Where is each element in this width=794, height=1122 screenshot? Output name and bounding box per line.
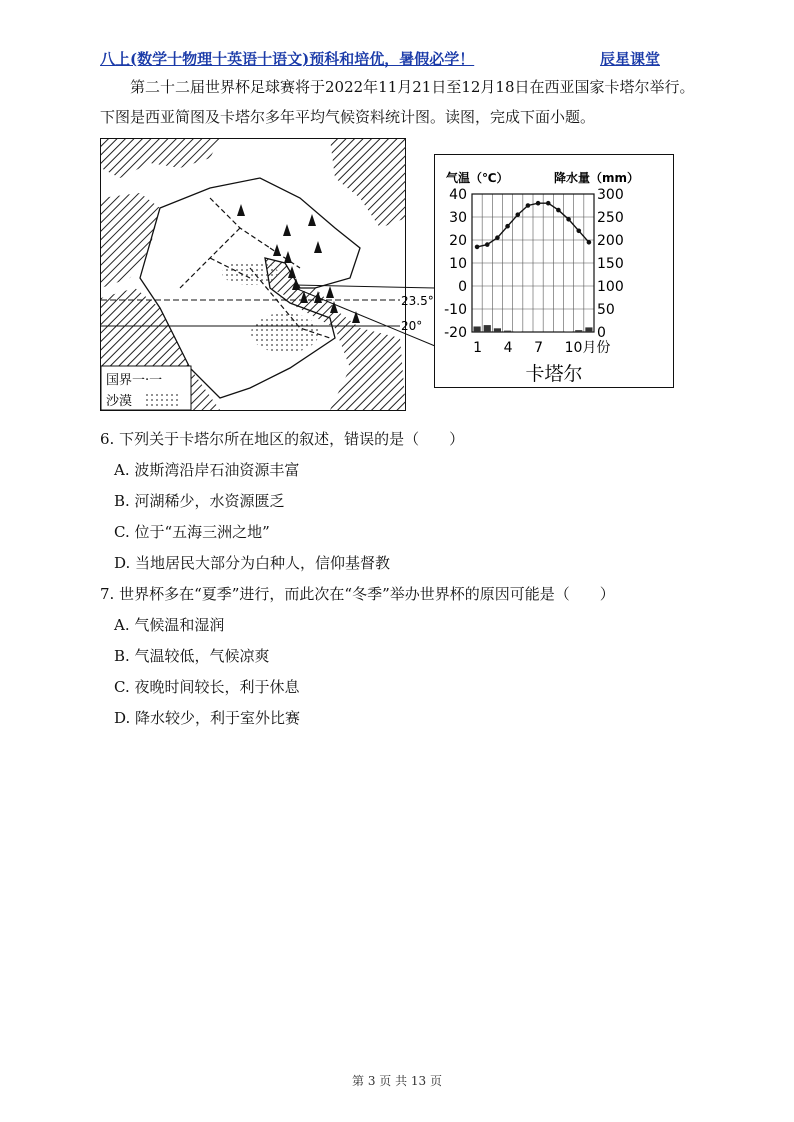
temperature-point [515,212,520,217]
question-6 [100,424,700,579]
option: A. 波斯湾沿岸石油资源丰富 [114,461,300,479]
chart-frame [435,155,674,388]
temperature-point [556,208,561,213]
option: C. 夜晚时间较长，利于休息 [114,678,300,696]
x-tick: 1 [473,340,483,356]
temperature-point [576,229,581,234]
y-left-tick: 10 [449,256,467,272]
temperature-point [505,224,510,229]
precip-bar [575,330,582,332]
y-left-label: 气温（℃） [446,171,509,185]
y-right-tick: 0 [597,325,606,341]
y-left-tick: 20 [449,233,467,249]
x-tick: 10月份 [564,340,611,356]
x-tick: 4 [503,340,513,356]
y-left-tick: 40 [449,187,467,203]
legend-desert-swatch [146,394,180,406]
y-left-tick: 30 [449,210,467,226]
intro-paragraph: 第二十二届世界杯足球赛将于2022年11月21日至12月18日在西亚国家卡塔尔举行。下图是西亚简图及卡塔尔多年平均气候资料统计图。读图，完成下面小题。 [100,78,695,126]
precip-bar [585,327,592,332]
option: B. 气温较低，气候凉爽 [114,647,270,665]
temperature-point [546,201,551,206]
y-left-tick: -10 [444,302,467,318]
desert-north [222,261,278,285]
precip-bar [484,325,491,332]
temperature-point [485,242,490,247]
y-right-tick: 150 [597,256,624,272]
y-right-tick: 250 [597,210,624,226]
temperature-point [536,201,541,206]
option: D. 降水较少，利于室外比赛 [114,709,301,727]
header-right: 辰星课堂 [599,50,660,68]
temperature-point [526,203,531,208]
precip-bar [494,328,501,332]
precip-bar [504,331,511,332]
y-right-label: 降水量（mm） [554,171,640,185]
y-right-tick: 50 [597,302,615,318]
y-right-tick: 300 [597,187,624,203]
temperature-point [495,235,500,240]
temperature-point [566,217,571,222]
header-left: 八上(数学十物理十英语十语文)预科和培优，暑假必学！ [100,50,475,68]
y-right-tick: 100 [597,279,624,295]
option: C. 位于“五海三洲之地” [114,523,270,541]
y-left-tick: -20 [444,325,467,341]
x-tick: 7 [534,340,544,356]
y-left-tick: 0 [458,279,467,295]
precip-bar [474,326,481,332]
question-stem: 7. 世界杯多在“夏季”进行，而此次在“冬季”举办世界杯的原因可能是（ ） [100,585,615,603]
desert-south [251,313,319,353]
option: B. 河湖稀少，水资源匮乏 [114,492,285,510]
chart-title: 卡塔尔 [525,363,583,385]
y-right-tick: 200 [597,233,624,249]
qatar-climate-chart [434,154,674,388]
question-stem: 6. 下列关于卡塔尔所在地区的叙述，错误的是（ ） [100,430,465,448]
legend-border: 国界一·一 [106,373,163,388]
page-header [100,48,660,69]
legend-desert: 沙漠 [106,394,133,409]
temperature-point [475,245,480,250]
page-footer: 第 3 页 共 13 页 [352,1074,442,1088]
question-7 [100,579,700,734]
lat2-label: 20° [401,319,423,333]
questions-section [100,424,700,734]
option: D. 当地居民大部分为白种人，信仰基督教 [114,554,391,572]
temperature-point [587,240,592,245]
west-asia-map [100,138,434,411]
lat1-label: 23.5° [401,294,434,308]
option: A. 气候温和湿润 [114,616,225,634]
